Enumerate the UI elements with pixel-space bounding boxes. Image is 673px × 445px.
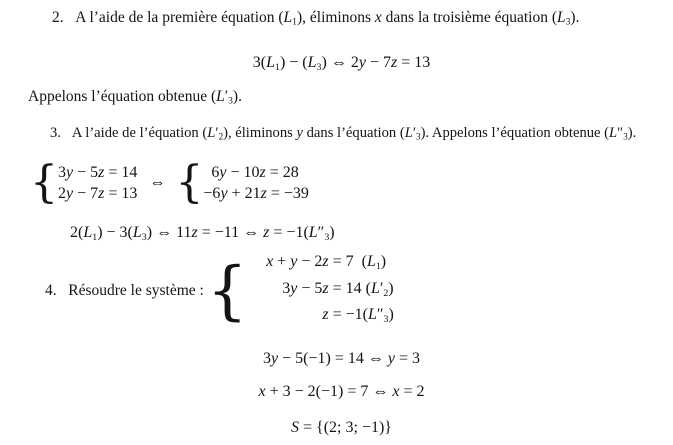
math-prime: ″ (617, 125, 624, 141)
math-variable: z (263, 224, 270, 241)
math-roman: ). (232, 88, 242, 105)
equation-rhs (329, 278, 394, 305)
math-variable: L (366, 252, 376, 270)
item-4-label (45, 282, 204, 300)
equation-3y-5z (58, 162, 137, 183)
math-variable: y (66, 185, 74, 202)
math-roman: + (273, 252, 291, 270)
math-roman: ), éliminons (223, 125, 297, 141)
math-roman: dans l’équation ( (302, 125, 405, 141)
math-variable: x (266, 252, 274, 270)
system-right-column (203, 162, 308, 204)
math-variable: L (367, 306, 377, 324)
math-roman: − 5 (73, 164, 99, 181)
math-roman: 2( (70, 224, 84, 241)
math-subscript: 2 (218, 131, 224, 142)
math-roman: 4. Résoudre le système : (45, 282, 204, 299)
equation-neg6y-21z (203, 183, 308, 204)
math-prime: ′ (224, 88, 229, 105)
math-roman: − 2 (297, 252, 323, 270)
math-roman: −6 (203, 185, 221, 202)
equation-solve-x (10, 383, 673, 401)
math-roman: − 7 (73, 185, 99, 202)
math-subscript: 3 (383, 314, 389, 326)
math-subscript: 3 (228, 95, 233, 107)
math-variable: L (283, 9, 293, 26)
math-roman: dans la troisième équation ( (381, 9, 557, 26)
equation-solve-y (10, 350, 673, 368)
math-variable: x (258, 383, 266, 400)
math-roman: = −1( (269, 224, 309, 241)
math-variable: L (609, 125, 618, 141)
math-variable: L (307, 54, 317, 71)
math-roman: − 10 (226, 164, 260, 181)
item-3-text (50, 125, 636, 142)
math-variable: y (358, 54, 366, 71)
appelons-line (28, 88, 242, 107)
math-roman: + 3 − 2(−1) = 7 ⇔ (265, 383, 393, 400)
math-roman: = 2 (399, 383, 425, 400)
math-variable: z (191, 224, 198, 241)
math-roman: = 7 ( (328, 252, 367, 270)
math-roman: 3 (282, 279, 291, 297)
math-prime: ″ (376, 306, 384, 324)
math-variable: y (219, 164, 227, 181)
math-roman: ) − 3( (97, 224, 133, 241)
math-roman: 2. A l’aide de la première équation ( (52, 9, 284, 26)
math-roman: = 28 (265, 164, 299, 181)
math-variable: z (98, 164, 105, 181)
math-variable: L (132, 224, 142, 241)
system-row (255, 251, 394, 278)
math-subscript: 2 (383, 287, 389, 299)
item-4-solve-system (45, 254, 394, 328)
math-roman: 3( (252, 54, 267, 71)
math-roman: ) ⇔ 11 (146, 224, 192, 241)
math-roman: − 5(−1) = 14 ⇔ (278, 350, 388, 367)
item-2-text (52, 9, 579, 28)
equation-rhs (329, 251, 387, 278)
math-variable: x (374, 9, 382, 26)
equation-rhs (329, 304, 394, 331)
math-roman: ). Appelons l’équation obtenue ( (420, 125, 610, 141)
math-prime: ′ (412, 125, 417, 141)
math-subscript: 3 (565, 16, 571, 28)
math-subscript: 1 (375, 260, 381, 272)
math-roman: 3. A l’aide de l’équation ( (50, 125, 208, 141)
math-roman: 6 (211, 164, 220, 181)
math-variable: z (260, 185, 267, 202)
system-two-equations (30, 157, 309, 208)
math-subscript: 3 (316, 61, 322, 73)
math-variable: L (266, 54, 275, 71)
solution-set (10, 419, 673, 437)
math-prime: ′ (379, 279, 384, 297)
math-roman: = 13 (397, 54, 431, 71)
equation-lhs (255, 251, 329, 278)
math-variable: z (98, 185, 105, 202)
math-subscript: 3 (623, 131, 628, 142)
equation-eliminate-x (10, 54, 673, 73)
math-roman: Appelons l’équation obtenue ( (28, 88, 217, 105)
math-subscript: 1 (275, 61, 280, 73)
math-variable: L (370, 279, 380, 297)
math-variable: y (290, 279, 298, 297)
equation-eliminate-y (70, 224, 335, 243)
math-variable: L (207, 125, 216, 141)
math-roman: − 5 (297, 279, 323, 297)
math-roman: = 13 (104, 185, 138, 202)
equivalence-arrow: ⇔ (149, 174, 166, 191)
math-variable: x (392, 383, 400, 400)
system-brace: { (206, 254, 248, 328)
math-subscript: 3 (416, 131, 421, 142)
math-roman: ) (388, 306, 394, 324)
math-variable: z (322, 279, 329, 297)
equation-2y-7z (58, 183, 137, 204)
math-variable: y (296, 125, 303, 141)
math-variable: y (66, 164, 74, 181)
math-prime: ′ (215, 125, 219, 141)
math-roman: ) ⇔ 2 (321, 54, 359, 71)
math-variable: y (220, 185, 228, 202)
math-roman: 2 (58, 185, 66, 202)
math-variable: y (387, 350, 395, 367)
math-subscript: 3 (141, 231, 147, 243)
math-roman: ), éliminons (296, 9, 375, 26)
math-roman: = {(2; 3; −1)} (299, 419, 392, 436)
math-roman: = −1( (328, 306, 368, 324)
math-roman: = −39 (266, 185, 309, 202)
math-roman: = 14 ( (328, 279, 371, 297)
equation-lhs (255, 278, 329, 305)
math-variable: L (308, 224, 318, 241)
system-row (255, 304, 394, 331)
right-brace: { (175, 157, 204, 208)
math-variable: y (290, 252, 298, 270)
math-variable: z (322, 252, 329, 270)
equation-6y-10z (203, 162, 308, 183)
math-variable: L (83, 224, 93, 241)
math-roman: ) − ( (279, 54, 308, 71)
math-prime: ″ (317, 224, 325, 241)
math-variable: y (271, 350, 279, 367)
equation-lhs (255, 304, 329, 331)
math-variable: L (556, 9, 566, 26)
math-variable: z (390, 54, 398, 71)
math-roman: 3 (263, 350, 271, 367)
math-variable: z (259, 164, 266, 181)
math-variable: S (291, 419, 300, 436)
math-roman: 3 (58, 164, 66, 181)
math-roman: + 21 (227, 185, 261, 202)
math-subscript: 3 (324, 231, 330, 243)
math-roman: ) (380, 252, 387, 270)
math-roman: = 14 (104, 164, 138, 181)
math-subscript: 1 (92, 231, 98, 243)
triangular-system (255, 251, 394, 331)
math-roman: ) (329, 224, 335, 241)
system-left-column (58, 162, 137, 204)
math-roman: − 7 (365, 54, 391, 71)
math-roman: ). (627, 125, 637, 141)
system-row (255, 278, 394, 305)
math-variable: z (322, 306, 329, 324)
math-variable: L (216, 88, 225, 105)
math-roman: = −11 ⇔ (197, 224, 264, 241)
math-variable: L (404, 125, 413, 141)
left-brace: { (30, 157, 58, 208)
math-roman: ). (570, 9, 580, 26)
math-roman: ) (388, 279, 394, 297)
math-subscript: 1 (292, 16, 297, 28)
math-roman: = 3 (394, 350, 420, 367)
